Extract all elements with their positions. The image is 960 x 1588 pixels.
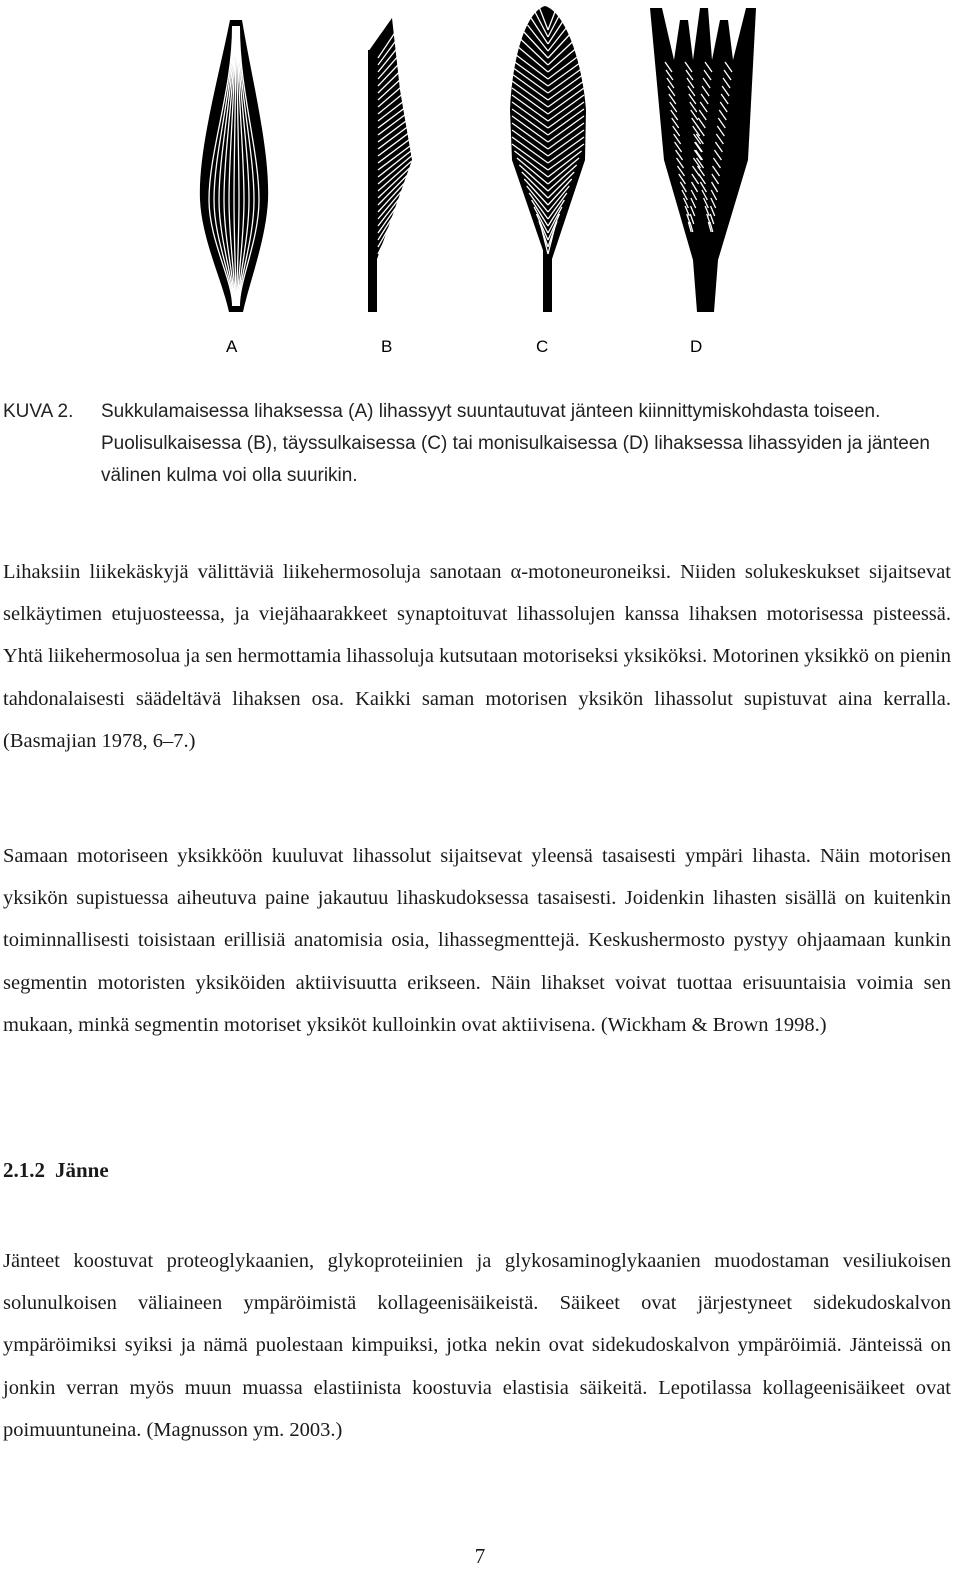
figure-label-c: C xyxy=(536,337,549,356)
section-title: Jänne xyxy=(55,1158,109,1182)
section-number: 2.1.2 xyxy=(3,1158,45,1182)
caption-number: KUVA 2. xyxy=(3,401,74,422)
figure-label-d: D xyxy=(690,337,703,356)
caption-text: Sukkulamaisessa lihaksessa (A) lihassyyt suuntautuvat jänteen kiinnittymiskohdasta toiseen. Puolisulkaisessa (B), täyssulkaisessa (C) tai monisulkaisessa (D) lihaksessa lihassyiden ja jänteen välinen kulma voi olla suurikin. xyxy=(101,401,930,486)
section-heading xyxy=(3,1158,109,1183)
muscle-figure xyxy=(0,0,960,380)
muscle-c-bipennate xyxy=(510,4,586,312)
figure-caption xyxy=(3,396,953,492)
page-number: 7 xyxy=(474,1544,486,1568)
paragraph-muscle-segments: Samaan motoriseen yksikköön kuuluvat lihassolut sijaitsevat yleensä tasaisesti ympäri lihasta. Näin motorisen yksikön supistuessa aiheutuva paine jakautuu lihaskudoksessa tasaisesti. Joidenkin lihasten sisällä on kuitenkin toiminnallisesti toisistaan erillisiä anatomisia osia, lihassegmenttejä. Keskushermosto pystyy ohjaamaan kunkin segmentin motoristen yksiköiden aktiivisuutta erikseen. Näin lihakset voivat tuottaa erisuuntaisia voimia sen mukaan, minkä segmentin motoriset yksiköt kulloinkin ovat aktiivisena. (Wickham & Brown 1998.) xyxy=(3,845,951,1036)
paragraph-tendon: Jänteet koostuvat proteoglykaanien, glykoproteiinien ja glykosaminoglykaanien muodostaman vesiliukoisen solunulkoisen väliaineen ympäröimistä kollageenisäikeistä. Säikeet ovat järjestyneet sidekudoskalvon ympäröimiksi syiksi ja nämä puolestaan kimpuiksi, jotka nekin ovat sidekudoskalvon ympäröimiä. Jänteissä on jonkin verran myös muun muassa elastiinista koostuvia elastisia säikeitä. Lepotilassa kollageenisäikeet ovat poimuuntuneina. (Magnusson ym. 2003.) xyxy=(3,1250,951,1441)
figure-label-a: A xyxy=(226,337,238,356)
muscle-d-multipennate xyxy=(650,8,756,312)
figure-label-b: B xyxy=(381,337,393,356)
muscle-b-unipennate xyxy=(368,18,418,312)
paragraph-motoneurons: Lihaksiin liikekäskyjä välittäviä liikehermosoluja sanotaan α-motoneuroneiksi. Niiden solukeskukset sijaitsevat selkäytimen etujuosteessa, ja viejähaarakkeet synaptoituvat lihassolujen kanssa lihaksen motorisessa pisteessä. Yhtä liikehermosolua ja sen hermottamia lihassoluja kutsutaan motoriseksi yksiköksi. Motorinen yksikkö on pienin tahdonalaisesti säädeltävä lihaksen osa. Kaikki saman motorisen yksikön lihassolut supistuvat aina kerralla. (Basmajian 1978, 6–7.) xyxy=(3,561,951,752)
muscle-a-fusiform xyxy=(200,20,268,312)
